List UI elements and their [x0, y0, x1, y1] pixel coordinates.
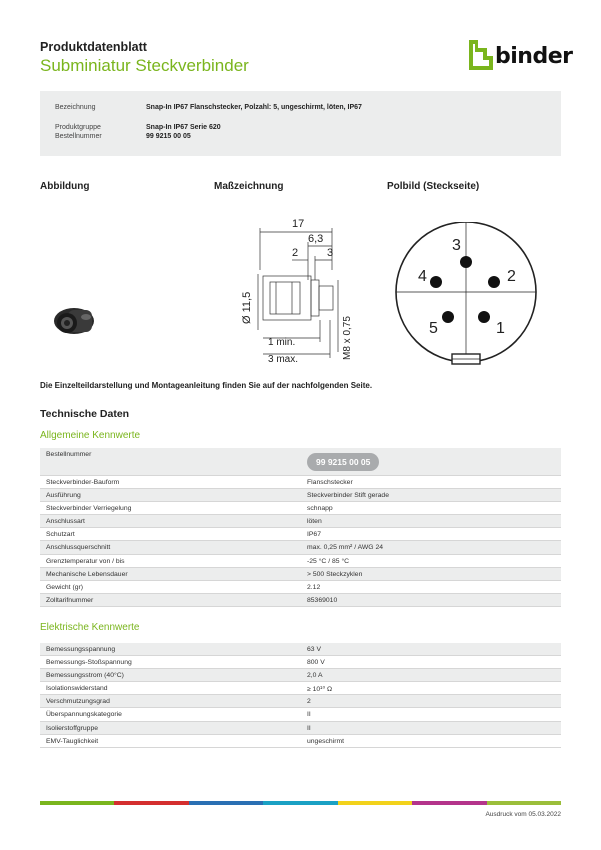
- table-row: [40, 669, 561, 682]
- bestellnummer-label: Bestellnummer: [55, 133, 102, 140]
- row-label: Bemessungs-Stoßspannung: [46, 659, 132, 667]
- pin-1-dot: [478, 311, 490, 323]
- row-label: Bemessungsstrom (40°C): [46, 672, 124, 680]
- abbildung-heading: Abbildung: [40, 181, 90, 192]
- dim-6-3: 6,3: [308, 233, 324, 245]
- pin-2-label: 2: [507, 268, 516, 285]
- page-title: Produktdatenblatt: [40, 40, 147, 54]
- row-label: Verschmutzungsgrad: [46, 698, 110, 706]
- row-label: Steckverbinder-Bauform: [46, 479, 120, 486]
- color-bar-segment: [263, 801, 337, 805]
- binder-logo: [467, 40, 573, 72]
- row-label: Gewicht (gr): [46, 583, 84, 591]
- row-value: ungeschirmt: [307, 737, 345, 745]
- row-value: II: [307, 711, 311, 719]
- dim-1-min: 1 min.: [268, 337, 296, 348]
- row-value: schnapp: [307, 505, 333, 513]
- color-bar-segment: [338, 801, 412, 805]
- table-header-row: [40, 448, 561, 476]
- table-row: [40, 643, 561, 656]
- row-value: 2: [307, 698, 311, 706]
- pin-4-dot: [430, 276, 442, 288]
- pin-3-dot: [460, 256, 472, 268]
- general-specs-table: [40, 448, 561, 607]
- pin-5-label: 5: [429, 320, 438, 337]
- order-number-badge: 99 9215 00 05: [307, 453, 379, 471]
- row-label: Ausführung: [46, 492, 81, 500]
- table-row: [40, 594, 561, 607]
- dim-3: 3: [327, 247, 334, 259]
- table-row: [40, 502, 561, 515]
- dim-diameter: Ø 11,5: [241, 291, 253, 324]
- pin-1-label: 1: [496, 320, 505, 337]
- row-label: Bemessungsspannung: [46, 646, 116, 653]
- bestellnummer-value: 99 9215 00 05: [146, 133, 191, 140]
- row-label: Anschlussquerschnitt: [46, 544, 111, 552]
- print-date: Ausdruck vom 05.03.2022: [485, 811, 561, 818]
- row-value: 63 V: [307, 646, 321, 653]
- row-value: > 500 Steckzyklen: [307, 570, 363, 578]
- row-value: IP67: [307, 531, 321, 539]
- row-value: löten: [307, 518, 322, 526]
- table-row: [40, 695, 561, 708]
- row-label: Anschlussart: [46, 518, 85, 526]
- row-label: Steckverbinder Verriegelung: [46, 505, 132, 513]
- produktgruppe-label: Produktgruppe: [55, 124, 101, 131]
- masszeichnung-heading: Maßzeichnung: [214, 181, 284, 192]
- pin-5-dot: [442, 311, 454, 323]
- order-number-label: Bestellnummer: [46, 451, 92, 458]
- row-value: ≥ 10¹⁰ Ω: [307, 686, 333, 694]
- pin-4-label: 4: [418, 268, 427, 285]
- row-label: Überspannungskategorie: [46, 711, 122, 719]
- bezeichnung-label: Bezeichnung: [55, 104, 96, 111]
- dim-2: 2: [292, 247, 299, 259]
- color-bar-segment: [114, 801, 188, 805]
- produktgruppe-value: Snap-In IP67 Serie 620: [146, 124, 221, 131]
- row-label: Isolierstoffgruppe: [46, 724, 99, 732]
- row-value: 800 V: [307, 659, 325, 667]
- electrical-specs-table: [40, 643, 561, 748]
- table-row: [40, 735, 561, 748]
- bezeichnung-value: Snap-In IP67 Flanschstecker, Polzahl: 5, ungeschirmt, löten, IP67: [146, 104, 362, 111]
- row-value: 2,0 A: [307, 672, 323, 680]
- row-label: Isolationswiderstand: [46, 685, 108, 693]
- logo-text: binder: [495, 44, 573, 69]
- polbild-heading: Polbild (Steckseite): [387, 181, 480, 192]
- row-value: 85369010: [307, 596, 338, 604]
- dim-3-max: 3 max.: [268, 354, 299, 365]
- table-row: [40, 682, 561, 695]
- row-value: Steckverbinder Stift gerade: [307, 492, 389, 500]
- table-row: [40, 515, 561, 528]
- row-label: Schutzart: [46, 531, 75, 539]
- binder-logo-icon: [467, 40, 495, 70]
- row-value: Flanschstecker: [307, 479, 353, 486]
- table-row: [40, 656, 561, 669]
- color-bar-segment: [412, 801, 486, 805]
- pin-diagram: [390, 222, 542, 370]
- row-label: Mechanische Lebensdauer: [46, 570, 128, 578]
- dimension-drawing: [230, 210, 360, 370]
- tech-data-title: Technische Daten: [40, 408, 130, 420]
- table-row: [40, 568, 561, 581]
- color-bar-segment: [40, 801, 114, 805]
- table-row: [40, 489, 561, 502]
- row-value: -25 °C / 85 °C: [307, 557, 350, 565]
- color-bar-segment: [189, 801, 263, 805]
- table-row: [40, 708, 561, 721]
- pin-3-label: 3: [452, 237, 461, 254]
- dim-17: 17: [292, 218, 305, 230]
- pin-2-dot: [488, 276, 500, 288]
- row-label: EMV-Tauglichkeit: [46, 737, 99, 745]
- table-row: [40, 555, 561, 568]
- table-row: [40, 722, 561, 735]
- row-label: Grenztemperatur von / bis: [46, 557, 125, 565]
- electrical-specs-title: Elektrische Kennwerte: [40, 622, 140, 633]
- row-value: max. 0,25 mm² / AWG 24: [307, 544, 384, 552]
- table-row: [40, 476, 561, 489]
- row-label: Zolltarifnummer: [46, 596, 94, 604]
- color-bar-segment: [487, 801, 561, 805]
- info-box: [40, 91, 561, 156]
- row-value: 2.12: [307, 583, 321, 591]
- table-row: [40, 541, 561, 554]
- dim-thread: M8 x 0,75: [342, 316, 353, 360]
- row-value: II: [307, 724, 311, 732]
- page-subtitle: Subminiatur Steckverbinder: [40, 56, 249, 75]
- footer-color-bar: [40, 801, 561, 805]
- table-row: [40, 581, 561, 594]
- table-row: [40, 528, 561, 541]
- product-image: [50, 303, 98, 339]
- general-specs-title: Allgemeine Kennwerte: [40, 430, 141, 441]
- assembly-note: Die Einzelteildarstellung und Montageanleitung finden Sie auf der nachfolgenden Seite.: [40, 381, 373, 390]
